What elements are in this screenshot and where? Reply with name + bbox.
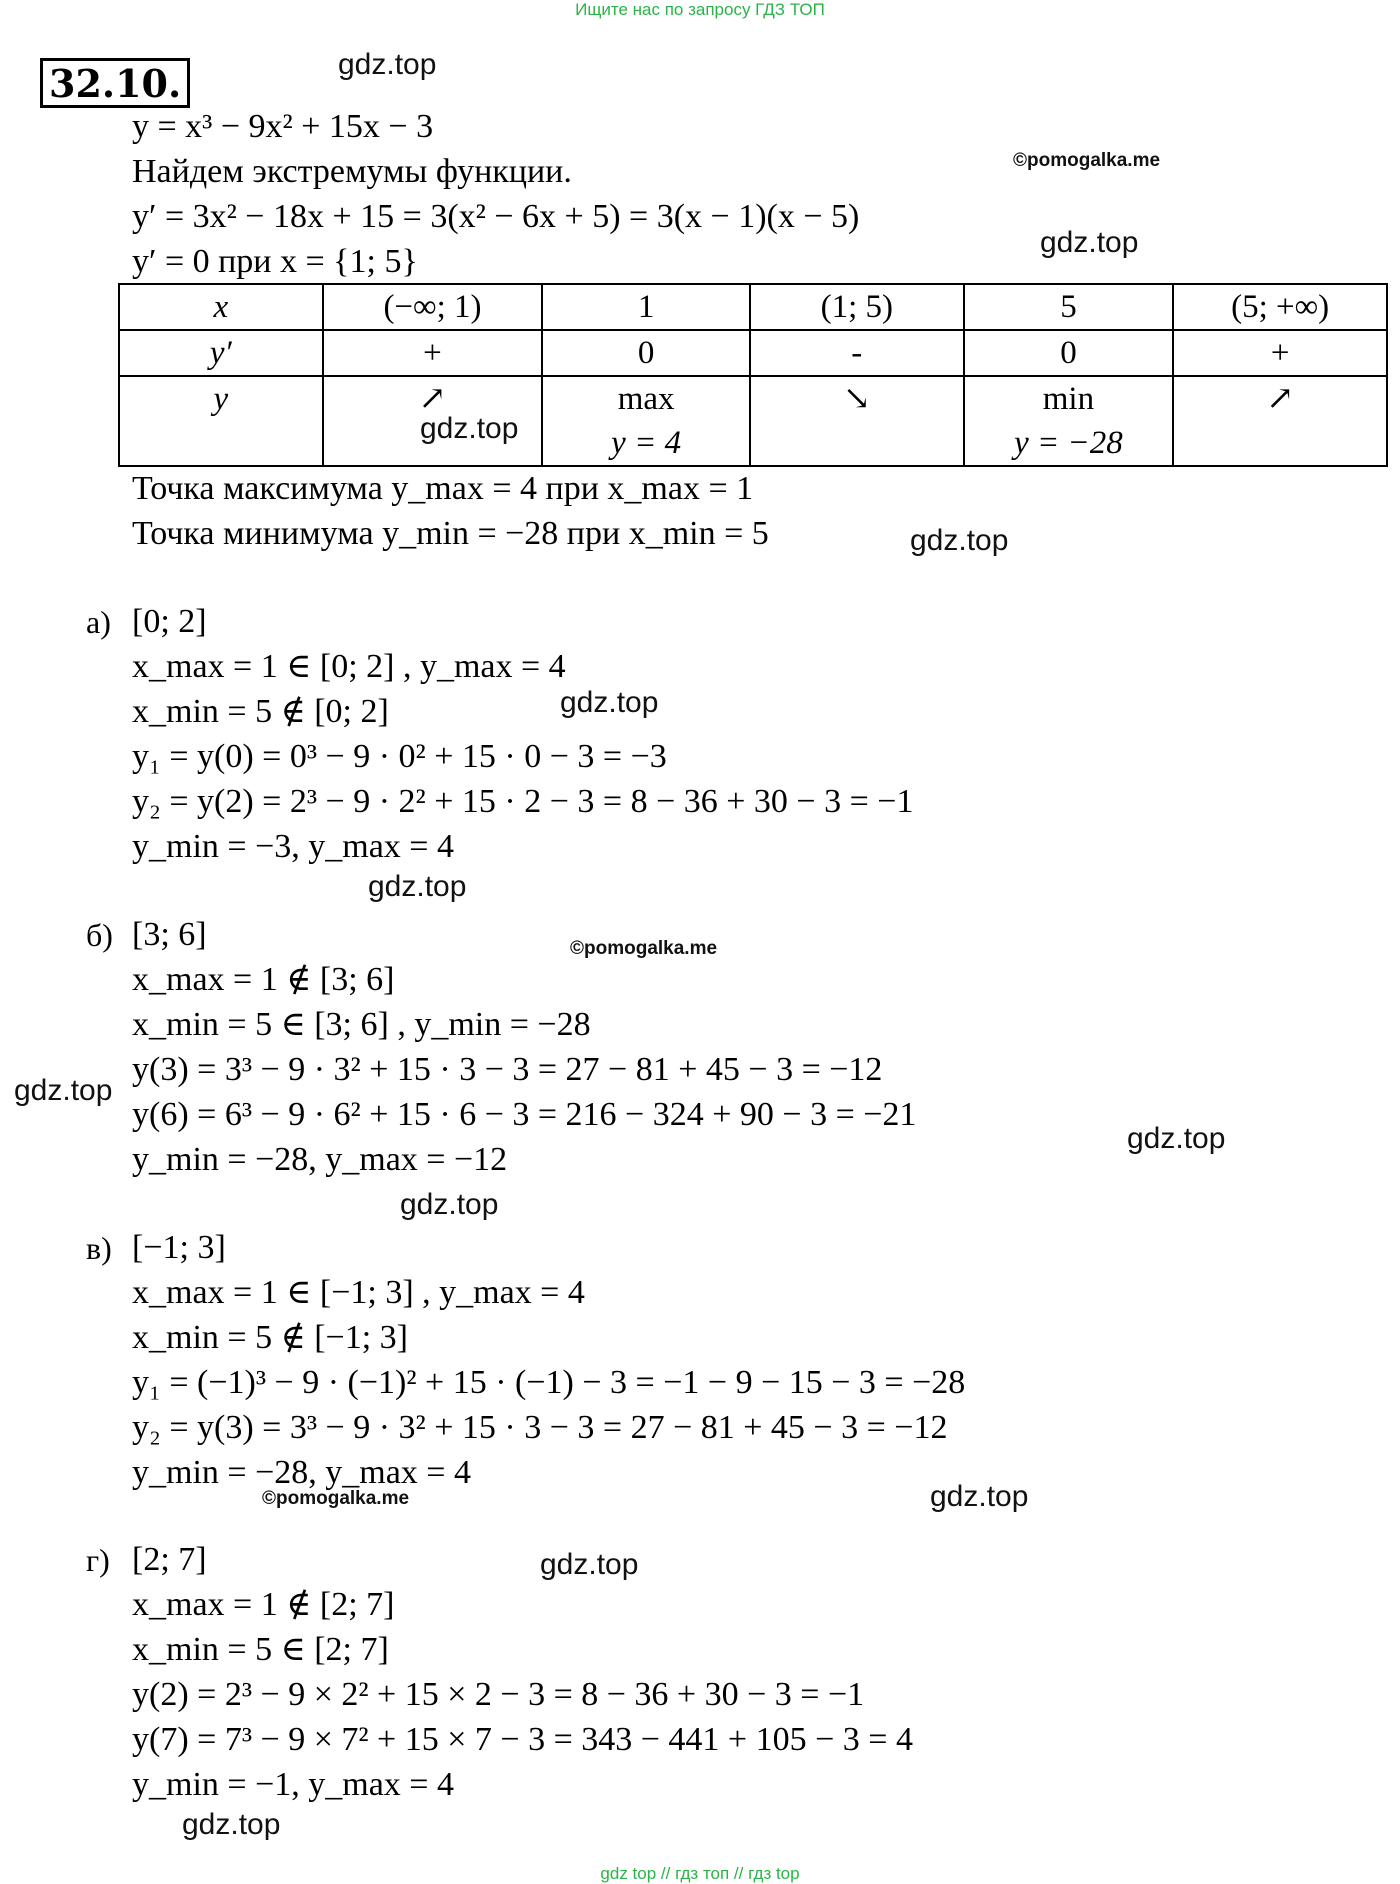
watermark: gdz.top xyxy=(182,1808,281,1841)
table-cell: (5; +∞) xyxy=(1173,284,1387,330)
part-line: y₁ = (−1)³ − 9 · (−1)² + 15 · (−1) − 3 = −1 − 9 − 15 − 3 = −28 xyxy=(132,1364,966,1401)
watermark: ©pomogalka.me xyxy=(262,1488,410,1509)
part-line: y(3) = 3³ − 9 · 3² + 15 · 3 − 3 = 27 − 81 + 45 − 3 = −12 xyxy=(132,1051,883,1088)
part-line: x_max = 1 ∉ [3; 6] xyxy=(132,961,395,998)
increasing-arrow-icon: ↗ xyxy=(323,376,543,466)
derivative-line: y′ = 3x² − 18x + 15 = 3(x² − 6x + 5) = 3(x − 1)(x − 5) xyxy=(132,198,860,235)
table-cell: 5 xyxy=(964,284,1174,330)
table-cell xyxy=(542,376,750,466)
part-interval: [3; 6] xyxy=(132,916,207,953)
part-line: y_min = −28, y_max = −12 xyxy=(132,1141,508,1178)
part-line: x_max = 1 ∉ [2; 7] xyxy=(132,1586,395,1623)
watermark: gdz.top xyxy=(400,1188,499,1221)
part-label: а) xyxy=(86,604,111,640)
table-cell: x xyxy=(119,284,323,330)
table-cell: 0 xyxy=(964,330,1174,376)
top-banner[interactable]: Ищите нас по запросу ГДЗ ТОП xyxy=(575,0,825,19)
part-line: x_min = 5 ∈ [2; 7] xyxy=(132,1631,389,1668)
table-cell xyxy=(964,376,1174,466)
roots-line: y′ = 0 при x = {1; 5} xyxy=(132,243,418,280)
min-point-line: Точка минимума y_min = −28 при x_min = 5 xyxy=(132,515,769,552)
max-point-line: Точка максимума y_max = 4 при x_max = 1 xyxy=(132,470,754,507)
table-cell: (−∞; 1) xyxy=(323,284,543,330)
max-value: y = 4 xyxy=(611,425,682,461)
part-line: y_min = −1, y_max = 4 xyxy=(132,1766,454,1803)
part-line: y(6) = 6³ − 9 · 6² + 15 · 6 − 3 = 216 − 324 + 90 − 3 = −21 xyxy=(132,1096,917,1133)
part-line: x_min = 5 ∉ [0; 2] xyxy=(132,693,389,730)
part-line: y₂ = y(2) = 2³ − 9 · 2² + 15 · 2 − 3 = 8 − 36 + 30 − 3 = −1 xyxy=(132,783,914,820)
decreasing-arrow-icon: ↘ xyxy=(750,376,964,466)
part-line: x_max = 1 ∈ [−1; 3] , y_max = 4 xyxy=(132,1274,585,1311)
table-cell: 1 xyxy=(542,284,750,330)
part-line: y₁ = y(0) = 0³ − 9 · 0² + 15 · 0 − 3 = −3 xyxy=(132,738,667,775)
watermark: gdz.top xyxy=(1040,226,1139,259)
part-line: x_min = 5 ∈ [3; 6] , y_min = −28 xyxy=(132,1006,591,1043)
part-line: x_min = 5 ∉ [−1; 3] xyxy=(132,1319,409,1356)
part-line: y₂ = y(3) = 3³ − 9 · 3² + 15 · 3 − 3 = 27 − 81 + 45 − 3 = −12 xyxy=(132,1409,948,1446)
watermark: gdz.top xyxy=(910,524,1009,557)
part-label: в) xyxy=(86,1230,112,1266)
part-interval: [0; 2] xyxy=(132,603,207,640)
part-line: y_min = −3, y_max = 4 xyxy=(132,828,454,865)
table-row xyxy=(119,330,1387,376)
task-text: Найдем экстремумы функции. xyxy=(132,153,572,190)
table-cell: 0 xyxy=(542,330,750,376)
function-line: y = x³ − 9x² + 15x − 3 xyxy=(132,108,434,145)
part-line: y(2) = 2³ − 9 × 2² + 15 × 2 − 3 = 8 − 36 + 30 − 3 = −1 xyxy=(132,1676,865,1713)
table-row xyxy=(119,376,1387,466)
part-line: y_min = −28, y_max = 4 xyxy=(132,1454,471,1491)
part-label: г) xyxy=(86,1542,110,1578)
table-cell: y′ xyxy=(119,330,323,376)
watermark: gdz.top xyxy=(930,1480,1029,1513)
table-cell: + xyxy=(323,330,543,376)
increasing-arrow-icon: ↗ xyxy=(1173,376,1387,466)
min-value: y = −28 xyxy=(1014,425,1123,461)
table-cell: y xyxy=(119,376,323,466)
watermark: ©pomogalka.me xyxy=(570,938,718,959)
sign-table xyxy=(118,283,1388,467)
part-line: y(7) = 7³ − 9 × 7² + 15 × 7 − 3 = 343 − 441 + 105 − 3 = 4 xyxy=(132,1721,913,1758)
footer-links[interactable]: gdz top // гдз топ // гдз top xyxy=(600,1864,800,1883)
watermark: gdz.top xyxy=(338,48,437,81)
watermark: gdz.top xyxy=(540,1548,639,1581)
table-cell: + xyxy=(1173,330,1387,376)
part-interval: [−1; 3] xyxy=(132,1229,226,1266)
table-cell: (1; 5) xyxy=(750,284,964,330)
part-label: б) xyxy=(86,917,113,953)
watermark: gdz.top xyxy=(14,1074,113,1107)
task-number: 32.10. xyxy=(40,58,190,108)
part-line: x_max = 1 ∈ [0; 2] , y_max = 4 xyxy=(132,648,566,685)
part-interval: [2; 7] xyxy=(132,1541,207,1578)
watermark: gdz.top xyxy=(368,870,467,903)
min-label: min xyxy=(1042,381,1095,417)
max-label: max xyxy=(617,381,675,417)
watermark: gdz.top xyxy=(560,686,659,719)
watermark: gdz.top xyxy=(420,412,519,445)
table-row xyxy=(119,284,1387,330)
table-cell: - xyxy=(750,330,964,376)
watermark: ©pomogalka.me xyxy=(1013,150,1161,171)
watermark: gdz.top xyxy=(1127,1122,1226,1155)
